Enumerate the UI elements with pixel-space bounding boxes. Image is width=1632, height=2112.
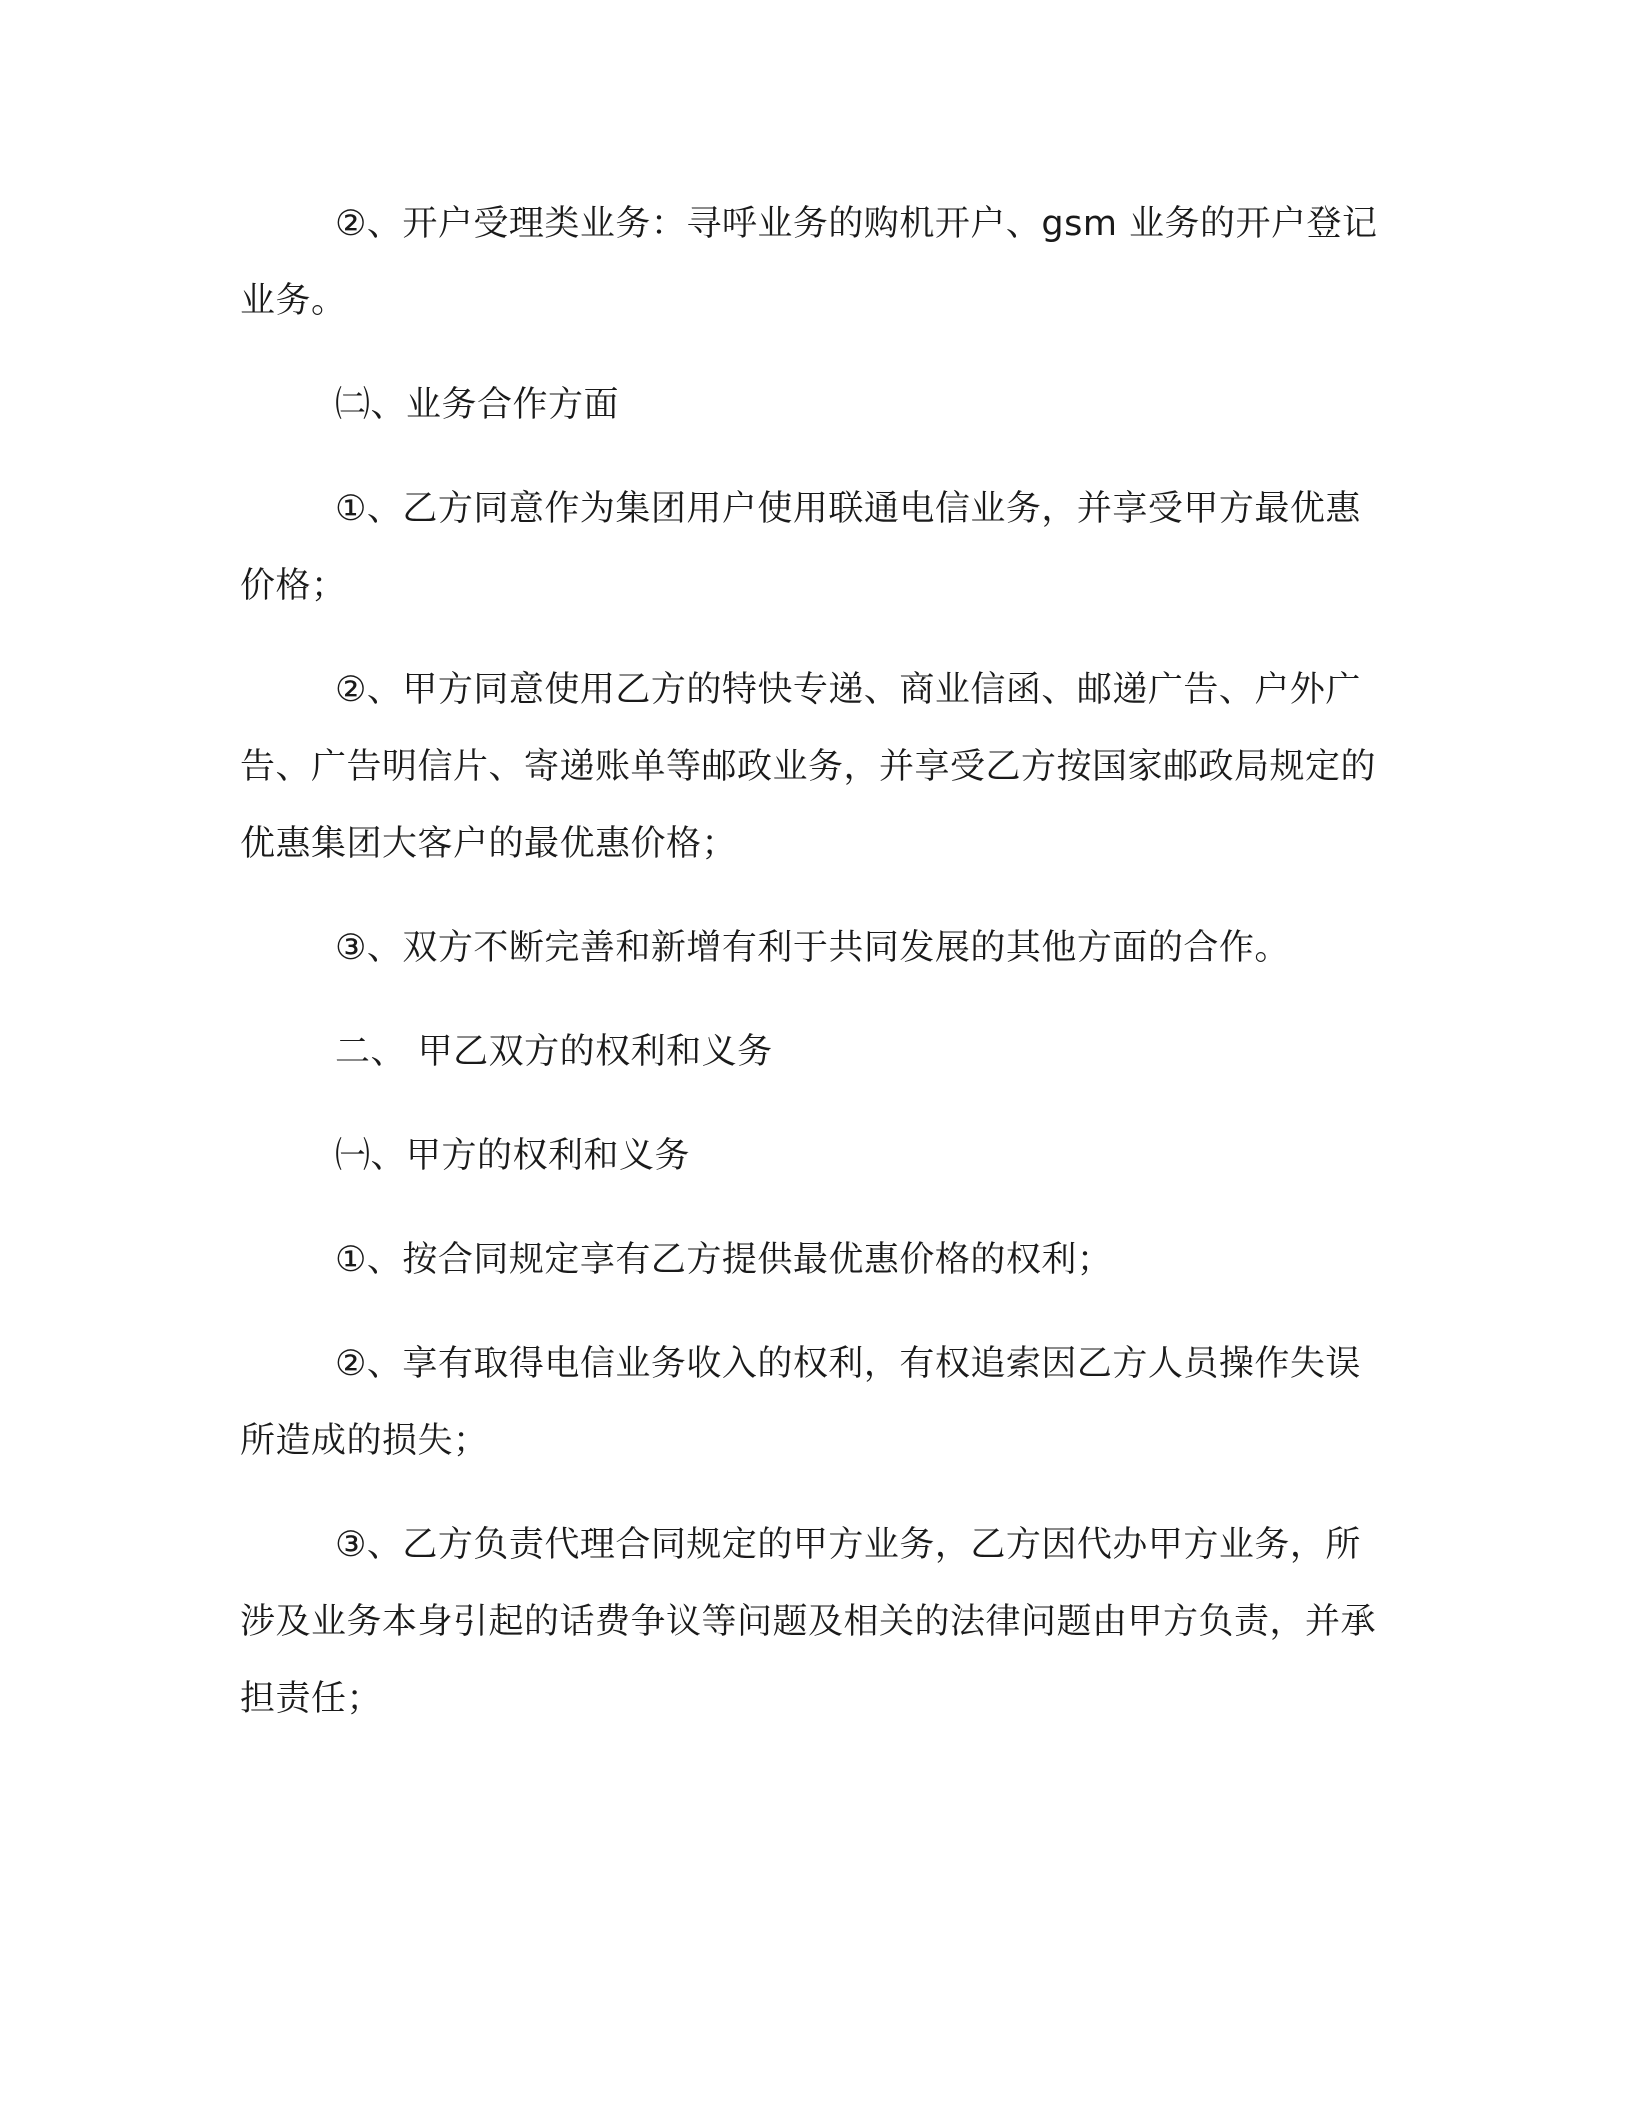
paragraph-5: ③、双方不断完善和新增有利于共同发展的其他方面的合作。 <box>335 928 1290 968</box>
document-body <box>240 186 1380 1738</box>
paragraph-9: ②、享有取得电信业务收入的权利，有权追索因乙方人员操作失误所造成的损失； <box>240 1344 1361 1461</box>
paragraph-10: ③、乙方负责代理合同规定的甲方业务，乙方因代办甲方业务，所涉及业务本身引起的话费争议等问题及相关的法律问题由甲方负责，并承担责任； <box>240 1525 1377 1719</box>
paragraph-3: ①、乙方同意作为集团用户使用联通电信业务，并享受甲方最优惠价格； <box>240 489 1361 606</box>
paragraph-8: ①、按合同规定享有乙方提供最优惠价格的权利； <box>335 1240 1113 1280</box>
paragraph-1: ②、开户受理类业务：寻呼业务的购机开户、gsm 业务的开户登记业务。 <box>240 204 1378 321</box>
section-heading-rights-obligations: 二、 甲乙双方的权利和义务 <box>335 1032 773 1072</box>
section-heading-business-cooperation: ㈡、业务合作方面 <box>335 385 620 425</box>
paragraph-4: ②、甲方同意使用乙方的特快专递、商业信函、邮递广告、户外广告、广告明信片、寄递账单等邮政业务，并享受乙方按国家邮政局规定的优惠集团大客户的最优惠价格； <box>240 670 1377 864</box>
subsection-heading-party-a: ㈠、甲方的权利和义务 <box>335 1136 691 1176</box>
